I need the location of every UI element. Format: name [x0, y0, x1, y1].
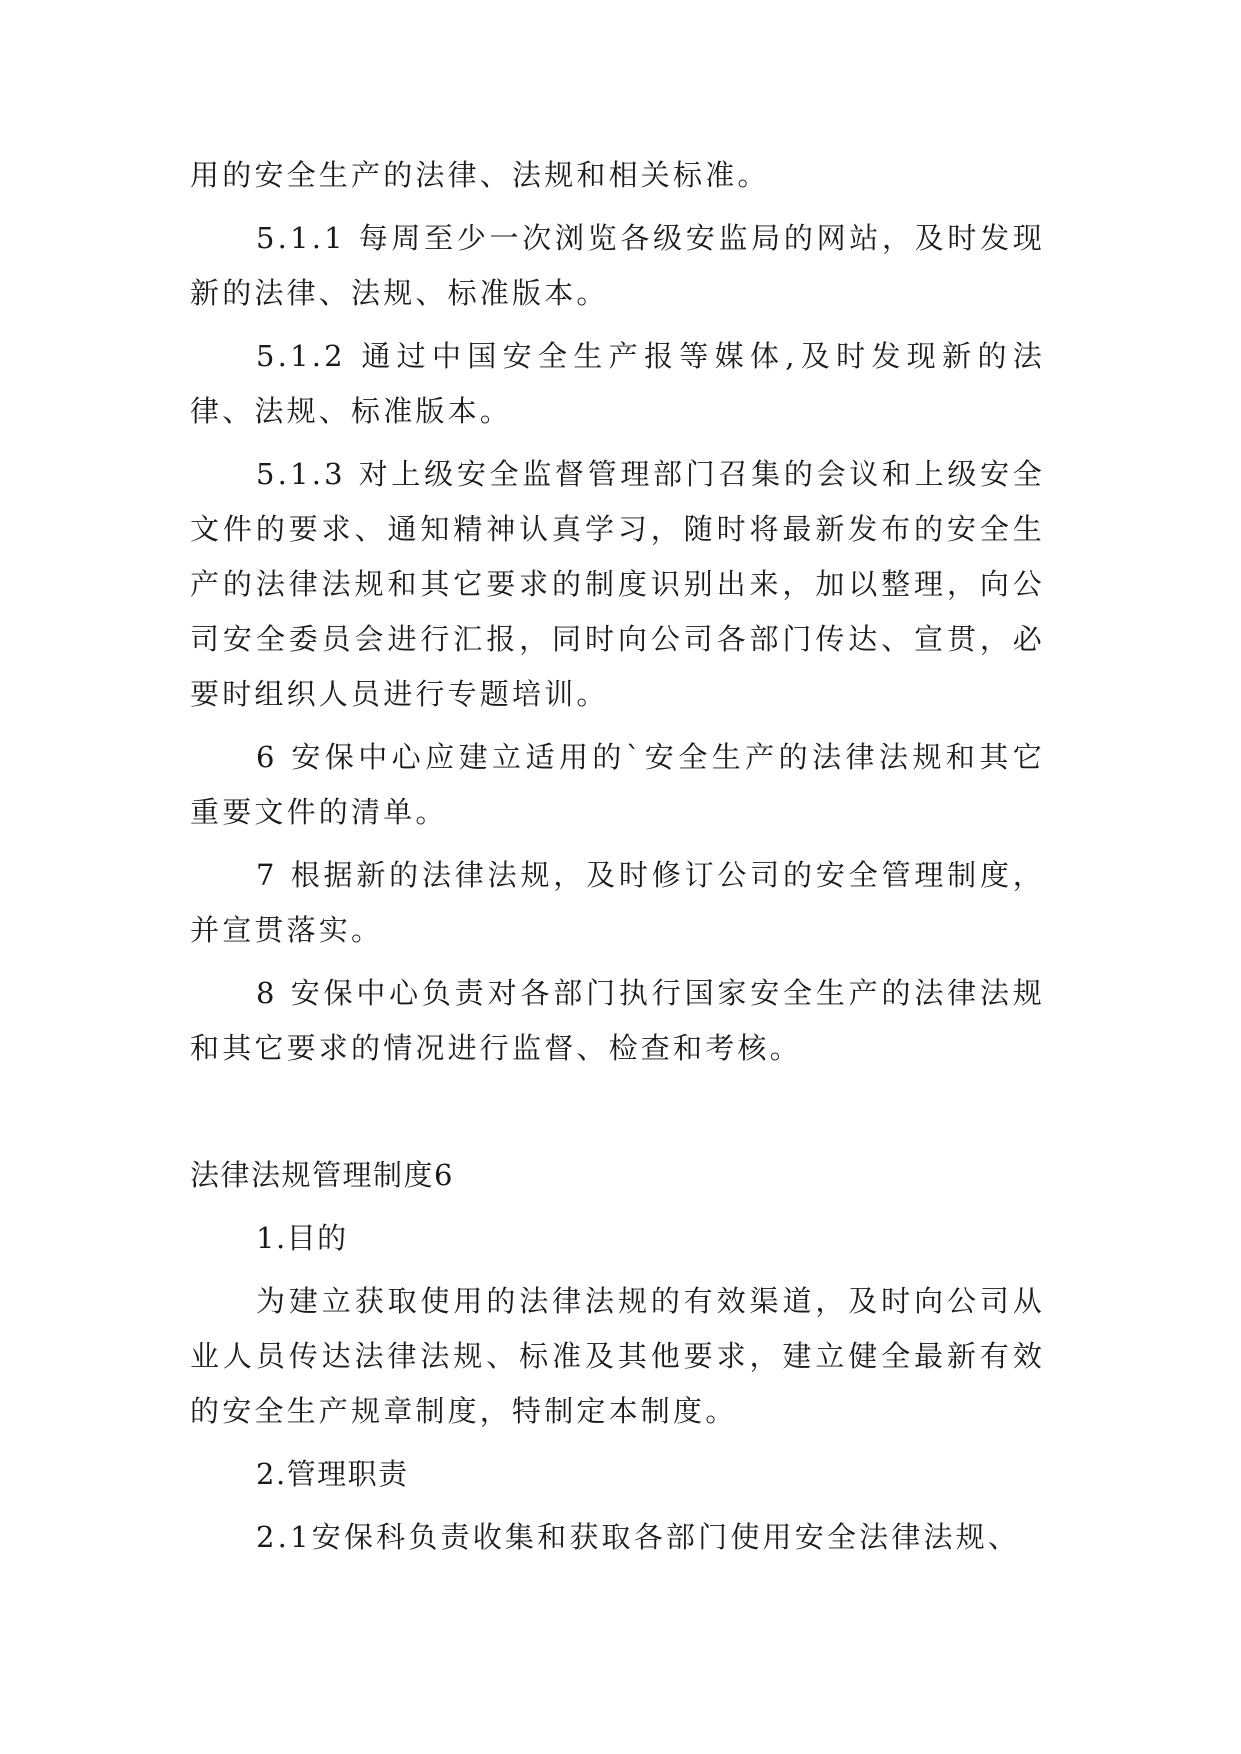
paragraph-6: 6 安保中心应建立适用的`安全生产的法律法规和其它重要文件的清单。 [190, 740, 1045, 829]
document-body [190, 148, 1045, 1573]
heading-duty: 2.管理职责 [256, 1457, 409, 1491]
section-title: 法律法规管理制度6 [190, 1158, 454, 1192]
paragraph-5-1-3: 5.1.3 对上级安全监督管理部门召集的会议和上级安全文件的要求、通知精神认真学习，随时将最新发布的安全生产的法律法规和其它要求的制度识别出来，加以整理，向公司安全委员会进行汇报，同时向公司各部门传达、宣贯，必要时组织人员进行专题培训。 [190, 457, 1045, 711]
paragraph-purpose: 为建立获取使用的法律法规的有效渠道，及时向公司从业人员传达法律法规、标准及其他要求，建立健全最新有效的安全生产规章制度，特制定本制度。 [190, 1284, 1045, 1428]
heading-purpose: 1.目的 [256, 1221, 348, 1255]
paragraph-7: 7 根据新的法律法规，及时修订公司的安全管理制度，并宣贯落实。 [190, 858, 1045, 947]
paragraph-2-1: 2.1安保科负责收集和获取各部门使用安全法律法规、 [256, 1520, 1021, 1554]
paragraph-8: 8 安保中心负责对各部门执行国家安全生产的法律法规和其它要求的情况进行监督、检查和考核。 [190, 976, 1045, 1065]
paragraph-continuation: 用的安全生产的法律、法规和相关标准。 [190, 158, 770, 192]
paragraph-5-1-1: 5.1.1 每周至少一次浏览各级安监局的网站，及时发现新的法律、法规、标准版本。 [190, 221, 1045, 310]
paragraph-5-1-2: 5.1.2 通过中国安全生产报等媒体,及时发现新的法律、法规、标准版本。 [190, 339, 1045, 428]
